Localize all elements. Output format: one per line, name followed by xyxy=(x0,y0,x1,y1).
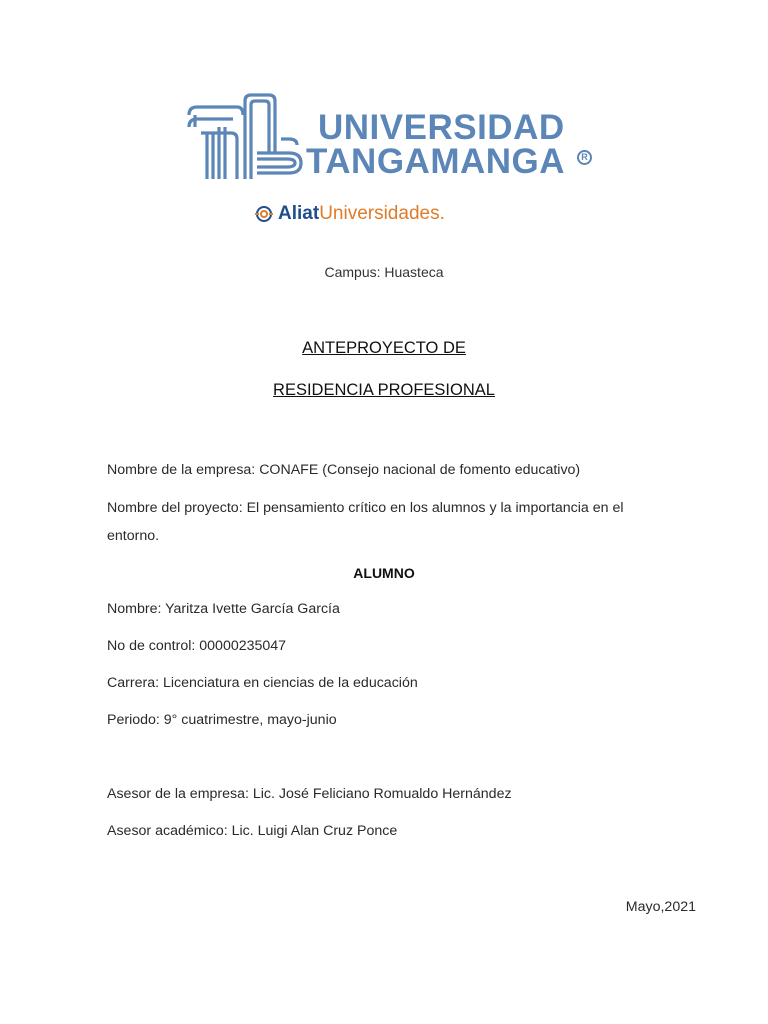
document-title-line1: ANTEPROYECTO DE xyxy=(302,339,466,357)
aliat-logo-icon xyxy=(253,205,275,223)
company-name: Nombre de la empresa: CONAFE (Consejo nacional de fomento educativo) xyxy=(107,462,581,478)
university-name-line1: UNIVERSIDAD xyxy=(318,108,565,147)
student-heading: ALUMNO xyxy=(353,565,415,581)
campus-label: Campus: Huasteca xyxy=(324,264,444,280)
aliat-universidades-logo xyxy=(253,201,445,227)
student-career: Carrera: Licenciatura en ciencias de la educación xyxy=(107,675,418,691)
document-title-line2: RESIDENCIA PROFESIONAL xyxy=(273,381,495,399)
student-name: Nombre: Yaritza Ivette García García xyxy=(107,601,340,617)
student-period: Periodo: 9° cuatrimestre, mayo-junio xyxy=(107,712,337,728)
university-logo-mark xyxy=(185,93,303,181)
company-advisor: Asesor de la empresa: Lic. José Feliciano Romualdo Hernández xyxy=(107,786,512,802)
university-name-line2: TANGAMANGA xyxy=(306,142,566,181)
aliat-brand-part2: Universidades. xyxy=(319,203,445,224)
academic-advisor: Asesor académico: Lic. Luigi Alan Cruz Ponce xyxy=(107,823,398,839)
student-control-number: No de control: 00000235047 xyxy=(107,638,287,654)
registered-mark-icon: R xyxy=(577,150,592,165)
document-date: Mayo,2021 xyxy=(625,899,696,915)
project-name: Nombre del proyecto: El pensamiento crítico en los alumnos y la importancia en el entorno. xyxy=(107,500,624,544)
aliat-brand-part1: Aliat xyxy=(278,203,320,224)
